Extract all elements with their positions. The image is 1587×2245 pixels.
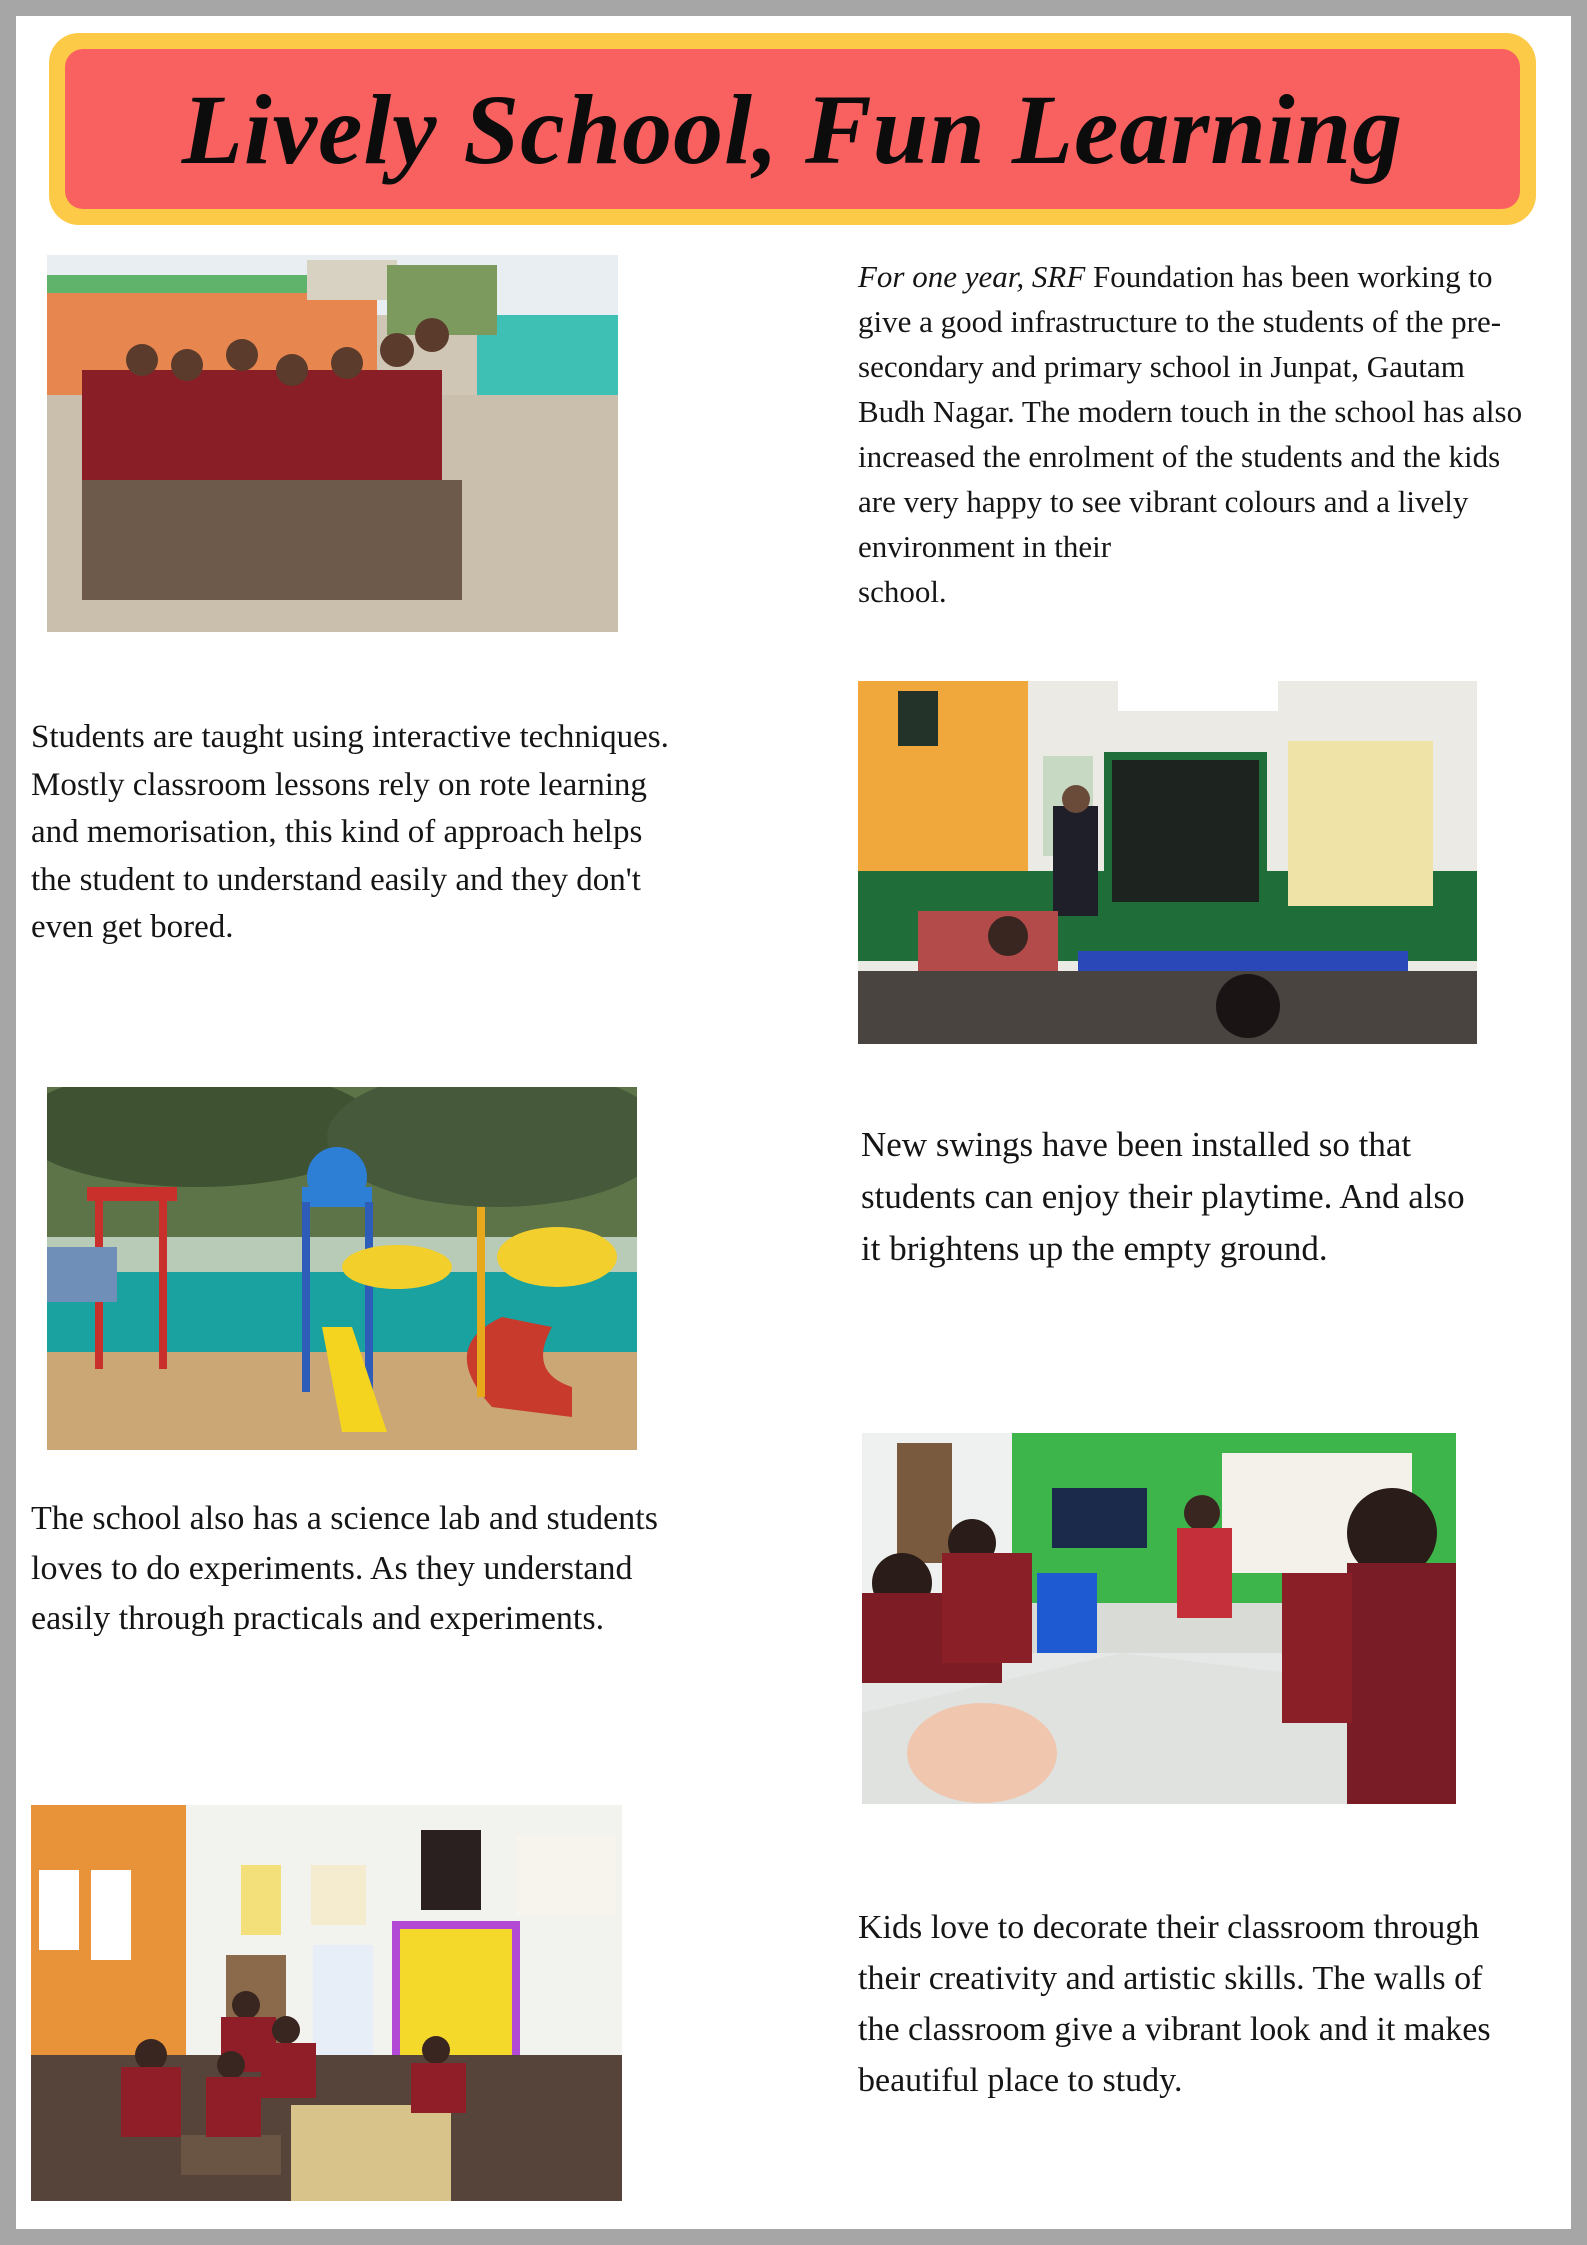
science-lab-photo (862, 1433, 1456, 1804)
intro-line: are very happy to see vibrant colours and a lively (858, 484, 1469, 519)
science-lab-line: The school also has a science lab and students (31, 1500, 658, 1537)
science-lab-line: easily through practicals and experiments. (31, 1600, 605, 1637)
intro-paragraph (858, 254, 1571, 614)
teaching-line: the student to understand easily and they don't (31, 861, 641, 898)
title-banner (49, 33, 1536, 225)
swings-line: students can enjoy their playtime. And also (861, 1177, 1465, 1216)
intro-line: school. (858, 574, 947, 609)
students-group-photo (47, 255, 618, 632)
teaching-line: Mostly classroom lessons rely on rote learning (31, 766, 647, 803)
swings-line: New swings have been installed so that (861, 1125, 1412, 1164)
intro-line: Foundation has been working to (1085, 259, 1493, 294)
swings-paragraph (861, 1119, 1561, 1275)
newsletter-page (16, 16, 1571, 2229)
intro-line: increased the enrolment of the students and the kids (858, 439, 1501, 474)
classroom-teacher-photo (858, 681, 1477, 1044)
teaching-line: and memorisation, this kind of approach helps (31, 814, 643, 850)
decoration-line: Kids love to decorate their classroom through (858, 1909, 1480, 1946)
decoration-line: beautiful place to study. (858, 2062, 1183, 2099)
intro-line: give a good infrastructure to the students of the pre- (858, 304, 1502, 339)
teaching-line: even get bored. (31, 909, 234, 945)
page-title: Lively School, Fun Learning (181, 73, 1404, 185)
title-banner-inner (65, 49, 1520, 209)
decorated-classroom-photo (31, 1805, 622, 2201)
decoration-line: the classroom give a vibrant look and it makes (858, 2011, 1491, 2048)
intro-lead: For one year, SRF (858, 259, 1086, 294)
teaching-line: Students are taught using interactive techniques. (31, 719, 669, 755)
intro-line: environment in their (858, 529, 1112, 564)
science-lab-line: loves to do experiments. As they understand (31, 1550, 633, 1587)
teaching-paragraph (31, 714, 751, 952)
decoration-line: their creativity and artistic skills. The walls of (858, 1960, 1483, 1997)
intro-line: Budh Nagar. The modern touch in the school has also (858, 394, 1523, 429)
swings-line: it brightens up the empty ground. (861, 1229, 1328, 1268)
playground-swings-photo (47, 1087, 637, 1450)
decoration-paragraph (858, 1902, 1571, 2106)
intro-line: secondary and primary school in Junpat, Gautam (858, 349, 1465, 384)
science-lab-paragraph (31, 1494, 751, 1644)
